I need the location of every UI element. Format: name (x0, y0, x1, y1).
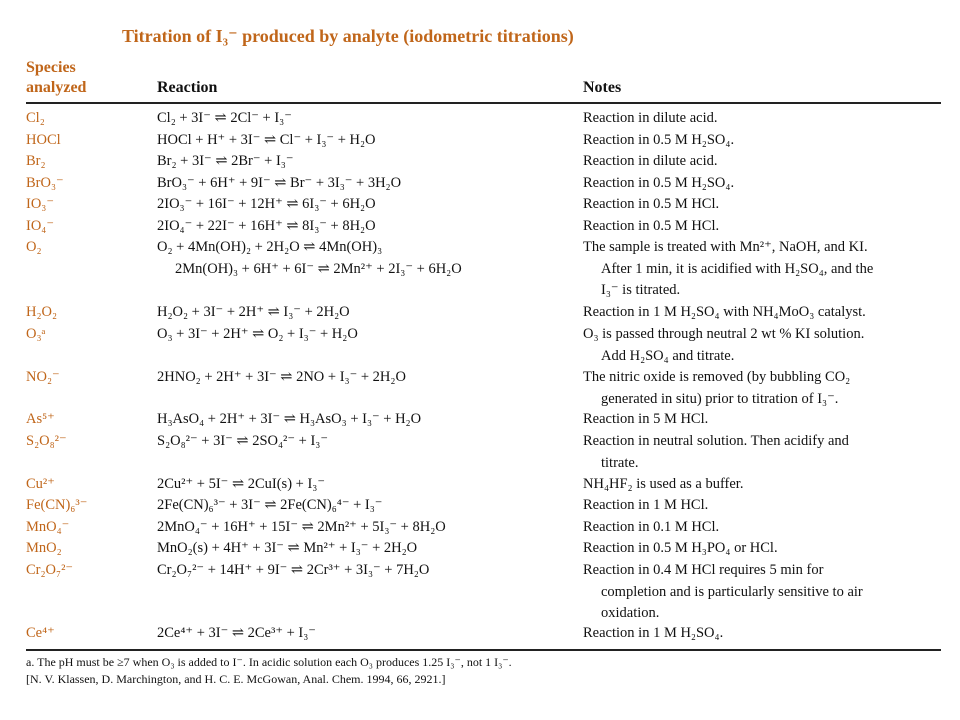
notes-line: Reaction in 0.5 M HCl. (583, 196, 720, 212)
reaction-cell: O₃ + 3I⁻ + 2H⁺ ⇌ O₂ + I₃⁻ + H₂O (157, 326, 358, 342)
reaction-cell: MnO₂(s) + 4H⁺ + 3I⁻ ⇌ Mn²⁺ + I₃⁻ + 2H₂O (157, 540, 418, 556)
notes-line: Reaction in 0.5 M H₃PO₄ or HCl. (583, 540, 778, 556)
reaction-cell: 2HNO₂ + 2H⁺ + 3I⁻ ⇌ 2NO + I₃⁻ + 2H₂O (157, 369, 406, 385)
footnote-a: a. The pH must be ≥7 when O₃ is added to I⁻. In acidic solution each O₃ produces 1.25 I₃⁻, not 1 I₃⁻. (26, 655, 512, 669)
notes-line: oxidation. (601, 605, 660, 621)
species-cell: BrO₃⁻ (26, 175, 64, 191)
reaction-cell: H₂O₂ + 3I⁻ + 2H⁺ ⇌ I₃⁻ + 2H₂O (157, 304, 350, 320)
notes-line: Reaction in 0.5 M H₂SO₄. (583, 175, 735, 191)
notes-line: The sample is treated with Mn²⁺, NaOH, and KI. (583, 239, 868, 255)
species-cell: NO₂⁻ (26, 369, 60, 385)
notes-line: titrate. (601, 454, 639, 471)
notes-line: Reaction in 1 M H₂SO₄. (583, 625, 724, 641)
species-cell: Cr₂O₇²⁻ (26, 562, 74, 578)
notes-cell (583, 409, 943, 431)
reaction-cell: 2Cu²⁺ + 5I⁻ ⇌ 2CuI(s) + I₃⁻ (157, 476, 325, 492)
notes-line: Reaction in 0.4 M HCl requires 5 min for (583, 562, 824, 578)
reaction-cell: HOCl + H⁺ + 3I⁻ ⇌ Cl⁻ + I₃⁻ + H₂O (157, 132, 376, 148)
header-species-line1: Species (26, 59, 76, 76)
species-cell: Ce⁴⁺ (26, 625, 55, 641)
notes-cell (583, 216, 943, 238)
notes-line: Reaction in 5 M HCl. (583, 411, 709, 427)
reaction-cell: Br₂ + 3I⁻ ⇌ 2Br⁻ + I₃⁻ (157, 153, 294, 169)
reaction-cell: H₃AsO₄ + 2H⁺ + 3I⁻ ⇌ H₃AsO₃ + I₃⁻ + H₂O (157, 411, 422, 427)
species-cell: Br₂ (26, 153, 46, 169)
species-cell: Fe(CN)₆³⁻ (26, 497, 88, 513)
species-cell: MnO₄⁻ (26, 519, 70, 535)
notes-line: Reaction in 0.5 M HCl. (583, 218, 720, 234)
notes-line: Reaction in 1 M HCl. (583, 497, 709, 513)
notes-cell (583, 237, 943, 302)
notes-line: I₃⁻ is titrated. (601, 282, 681, 298)
species-cell: O₂ (26, 239, 42, 255)
reaction-cell: BrO₃⁻ + 6H⁺ + 9I⁻ ⇌ Br⁻ + 3I₃⁻ + 3H₂O (157, 175, 402, 191)
reaction-cell: 2MnO₄⁻ + 16H⁺ + 15I⁻ ⇌ 2Mn²⁺ + 5I₃⁻ + 8H₂O (157, 519, 446, 535)
footnote-reference: [N. V. Klassen, D. Marchington, and H. C. E. McGowan, Anal. Chem. 1994, 66, 2921.] (26, 672, 446, 686)
species-cell: Cu²⁺ (26, 476, 55, 492)
notes-line: Reaction in neutral solution. Then acidify and (583, 433, 849, 449)
notes-cell (583, 517, 943, 539)
notes-cell (583, 324, 943, 367)
notes-line: Reaction in 0.5 M H₂SO₄. (583, 132, 735, 148)
notes-line: completion and is particularly sensitive to air (601, 583, 863, 600)
notes-line: generated in situ) prior to titration of I₃⁻. (601, 390, 839, 407)
reaction-cell: Cr₂O₇²⁻ + 14H⁺ + 9I⁻ ⇌ 2Cr³⁺ + 3I₃⁻ + 7H₂O (157, 562, 430, 578)
notes-line: After 1 min, it is acidified with H₂SO₄, and the (601, 260, 874, 277)
notes-line: Reaction in dilute acid. (583, 110, 718, 126)
header-species-line2: analyzed (26, 79, 87, 96)
notes-line: O₃ is passed through neutral 2 wt % KI solution. (583, 326, 865, 342)
reaction-cell: 2Ce⁴⁺ + 3I⁻ ⇌ 2Ce³⁺ + I₃⁻ (157, 625, 316, 641)
species-cell: Cl₂ (26, 110, 45, 126)
header-species (26, 58, 86, 98)
notes-cell (583, 302, 943, 324)
table-title: Titration of I₃⁻ produced by analyte (iodometric titrations) (122, 26, 574, 46)
species-cell: S₂O₈²⁻ (26, 433, 67, 449)
notes-cell (583, 431, 943, 474)
reaction-cell: 2IO₃⁻ + 16I⁻ + 12H⁺ ⇌ 6I₃⁻ + 6H₂O (157, 196, 376, 212)
notes-line: Reaction in dilute acid. (583, 153, 718, 169)
species-cell: IO₄⁻ (26, 218, 55, 234)
notes-line: Reaction in 1 M H₂SO₄ with NH₄MoO₃ catalyst. (583, 304, 866, 320)
notes-line: Reaction in 0.1 M HCl. (583, 519, 720, 535)
reaction-cell-continued: 2Mn(OH)₃ + 6H⁺ + 6I⁻ ⇌ 2Mn²⁺ + 2I₃⁻ + 6H₂O (175, 260, 462, 277)
reaction-cell: 2Fe(CN)₆³⁻ + 3I⁻ ⇌ 2Fe(CN)₆⁴⁻ + I₃⁻ (157, 497, 383, 513)
notes-cell (583, 560, 943, 625)
notes-cell (583, 194, 943, 216)
header-reaction: Reaction (157, 79, 218, 96)
species-cell: H₂O₂ (26, 304, 58, 320)
header-rule (26, 102, 941, 104)
species-cell: HOCl (26, 132, 61, 148)
notes-cell (583, 367, 943, 410)
notes-cell (583, 173, 943, 195)
species-cell: IO₃⁻ (26, 196, 55, 212)
footer-rule (26, 649, 941, 651)
notes-line: Add H₂SO₄ and titrate. (601, 347, 735, 364)
notes-cell (583, 495, 943, 517)
reaction-cell: S₂O₈²⁻ + 3I⁻ ⇌ 2SO₄²⁻ + I₃⁻ (157, 433, 329, 449)
notes-cell (583, 623, 943, 645)
reaction-cell: 2IO₄⁻ + 22I⁻ + 16H⁺ ⇌ 8I₃⁻ + 8H₂O (157, 218, 376, 234)
notes-cell (583, 538, 943, 560)
species-cell: O₃ᵃ (26, 326, 46, 342)
reaction-cell: Cl₂ + 3I⁻ ⇌ 2Cl⁻ + I₃⁻ (157, 110, 292, 126)
notes-cell (583, 108, 943, 130)
reaction-cell: O₂ + 4Mn(OH)₂ + 2H₂O ⇌ 4Mn(OH)₃ (157, 239, 383, 255)
notes-line: NH₄HF₂ is used as a buffer. (583, 476, 744, 492)
species-cell: As⁵⁺ (26, 411, 55, 427)
header-notes: Notes (583, 79, 622, 96)
notes-cell (583, 474, 943, 496)
species-cell: MnO₂ (26, 540, 62, 556)
notes-line: The nitric oxide is removed (by bubbling CO₂ (583, 369, 851, 385)
notes-cell (583, 130, 943, 152)
notes-cell (583, 151, 943, 173)
